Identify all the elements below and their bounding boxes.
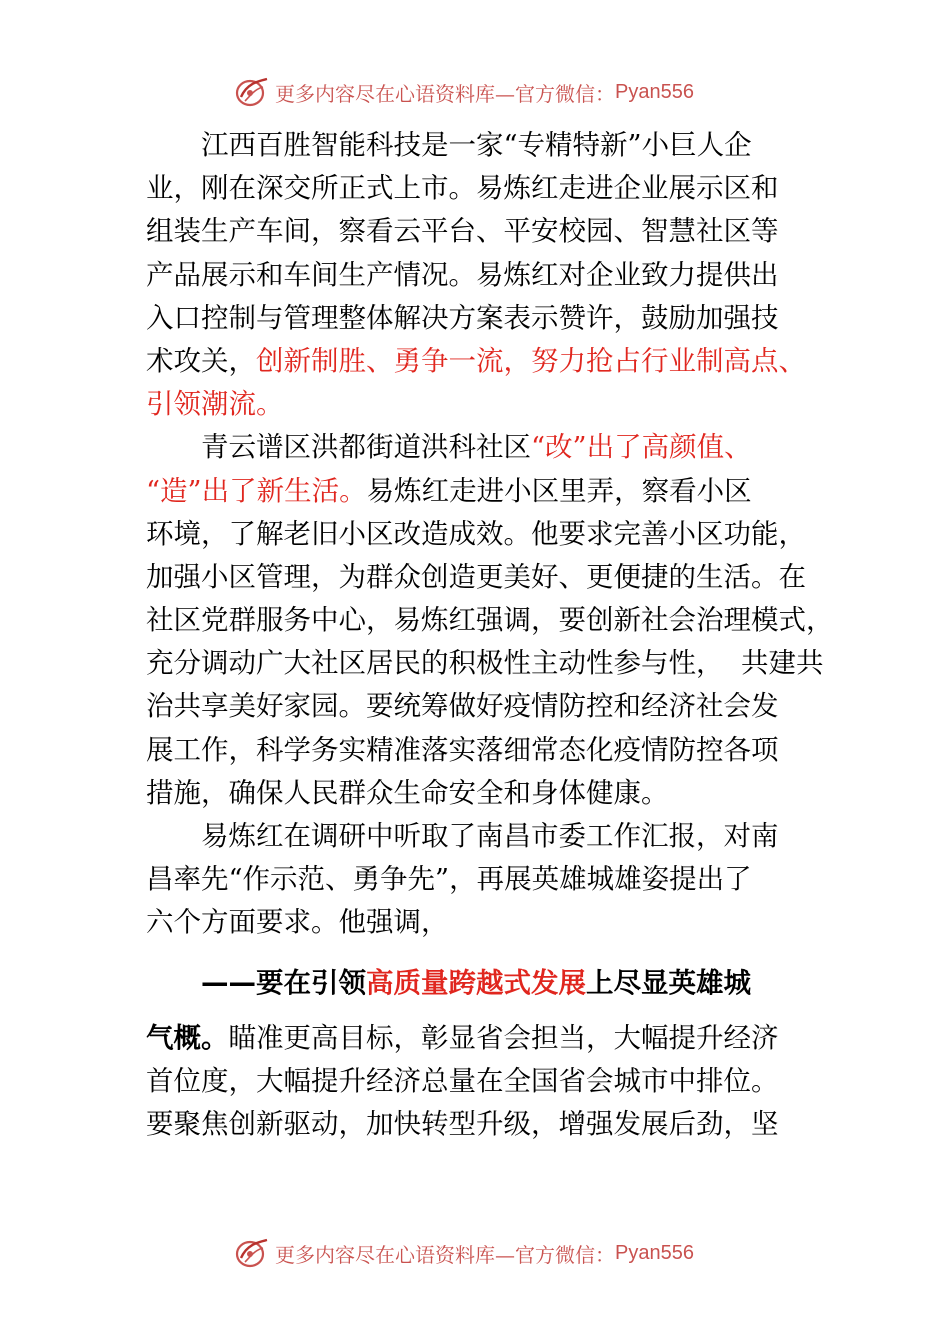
highlight-text: “改”出了高颜值、 — [531, 431, 752, 464]
text-line — [146, 470, 816, 513]
text-line: 要聚焦创新驱动，加快转型升级，增强发展后劲，坚 — [146, 1108, 779, 1141]
text-line — [146, 124, 816, 167]
highlight-text: 引领潮流。 — [146, 388, 284, 421]
text-line: 社区党群服务中心，易炼红强调，要创新社会治理模式， — [146, 604, 834, 637]
text-line: 入口控制与管理整体解决方案表示赞许，鼓励加强技 — [146, 301, 779, 334]
text-span: ——要在引领 — [201, 966, 366, 999]
text-line: 加强小区管理，为群众创造更美好、更便捷的生活。在 — [146, 560, 806, 593]
heading-tail: 气概。 — [146, 1021, 229, 1054]
text-line: 六个方面要求。他强调， — [146, 906, 449, 939]
highlight-text: “造”出了新生活。 — [146, 474, 367, 507]
text-line: 措施，确保人民群众生命安全和身体健康。 — [146, 776, 669, 809]
watermark-handle: Pyan556 — [615, 1241, 694, 1264]
text-line: 环境，了解老旧小区改造成效。他要求完善小区功能， — [146, 517, 806, 550]
text-line: 业，刚在深交所正式上市。易炼红走进企业展示区和 — [146, 172, 779, 205]
text-span: 青云谱区洪都街道洪科社区 — [201, 431, 531, 464]
text-line: 首位度，大幅提升经济总量在全国省会城市中排位。 — [146, 1064, 779, 1097]
text-line: 组装生产车间，察看云平台、平安校园、智慧社区等 — [146, 215, 779, 248]
article-body — [146, 124, 834, 1146]
text-line: 治共享美好家园。要统筹做好疫情防控和经济社会发 — [146, 690, 779, 723]
text-line — [146, 340, 816, 383]
text-line: 充分调动广大社区居民的积极性主动性参与性， 共建共 — [146, 647, 824, 680]
highlight-text: 创新制胜、勇争一流，努力抢占行业制高点、 — [256, 344, 806, 377]
text-span: 上尽显英雄城 — [586, 966, 751, 999]
header-watermark — [233, 75, 694, 109]
text-line — [146, 426, 816, 469]
text-span: 易炼红走进小区里弄，察看小区 — [366, 474, 752, 507]
text-line: 展工作，科学务实精准落实落细常态化疫情防控各项 — [146, 733, 779, 766]
section-heading — [146, 962, 816, 1005]
watermark-handle: Pyan556 — [615, 80, 694, 103]
logo-icon — [233, 75, 271, 109]
text-span: 瞄准更高目标，彰显省会担当，大幅提升经济 — [228, 1021, 779, 1054]
logo-icon — [233, 1236, 271, 1270]
text-line — [146, 815, 816, 858]
text-line: 昌率先“作示范、勇争先”，再展英雄城雄姿提出了 — [146, 863, 752, 896]
text-span: 江西百胜智能科技是一家“专精特新”小巨人企 — [201, 129, 752, 161]
footer-watermark — [233, 1236, 694, 1270]
text-line — [146, 1017, 816, 1060]
text-span: 术攻关， — [146, 344, 256, 377]
highlight-text: 高质量跨越式发展 — [366, 966, 586, 999]
watermark-text: 更多内容尽在心语资料库—官方微信： — [275, 81, 615, 106]
watermark-text: 更多内容尽在心语资料库—官方微信： — [275, 1242, 615, 1267]
text-line: 产品展示和车间生产情况。易炼红对企业致力提供出 — [146, 258, 779, 291]
text-span: 易炼红在调研中听取了南昌市委工作汇报，对南 — [201, 820, 779, 852]
